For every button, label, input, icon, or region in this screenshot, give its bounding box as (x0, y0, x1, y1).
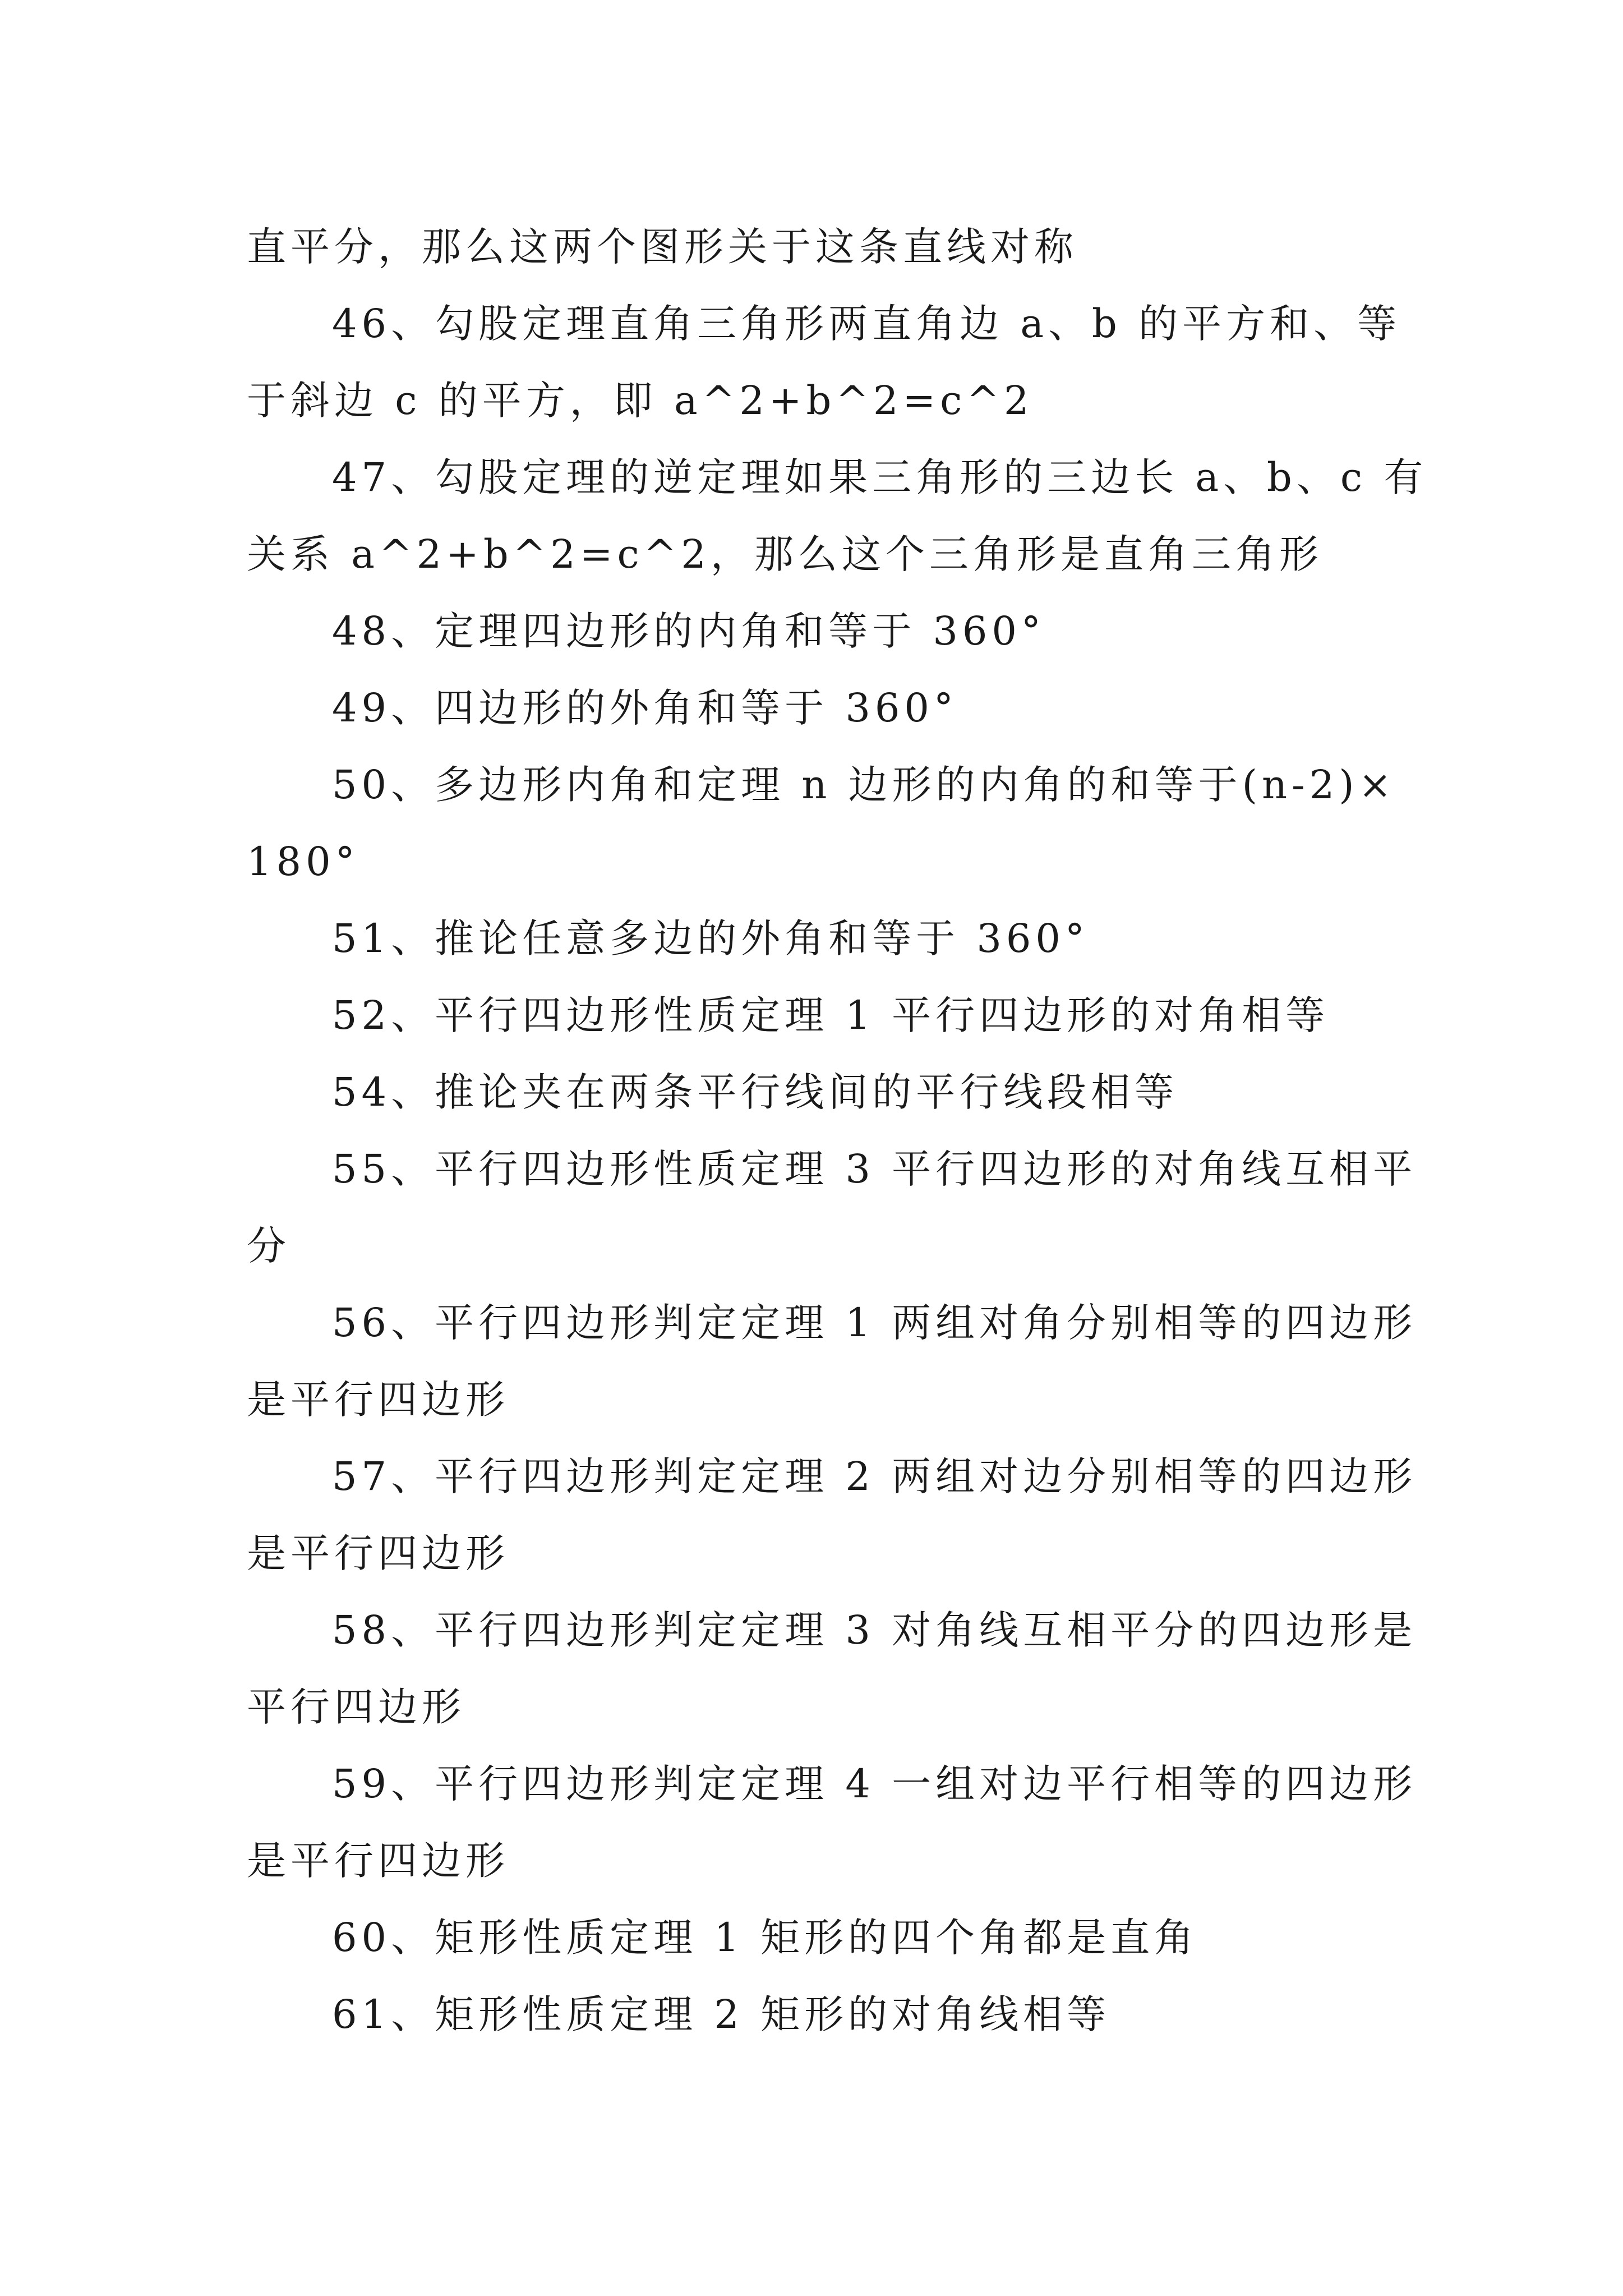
document-body (247, 209, 1428, 2053)
text-line: 52、平行四边形性质定理 1 平行四边形的对角相等 (332, 992, 1330, 1038)
text-line: 60、矩形性质定理 1 矩形的四个角都是直角 (332, 1915, 1198, 1961)
text-line: 是平行四边形 (247, 1377, 509, 1423)
text-line: 直平分，那么这两个图形关于这条直线对称 (247, 224, 1078, 270)
text-line: 是平行四边形 (247, 1838, 509, 1884)
text-line: 61、矩形性质定理 2 矩形的对角线相等 (332, 1991, 1111, 2037)
text-line: 平行四边形 (247, 1684, 465, 1730)
text-line: 48、定理四边形的内角和等于 360° (332, 608, 1045, 654)
text-line: 49、四边形的外角和等于 360° (332, 685, 958, 731)
text-line: 56、平行四边形判定定理 1 两组对角分别相等的四边形 (332, 1300, 1417, 1346)
text-line: 54、推论夹在两条平行线间的平行线段相等 (332, 1069, 1179, 1115)
text-line: 180° (247, 839, 359, 885)
text-line: 55、平行四边形性质定理 3 平行四边形的对角线互相平 (332, 1146, 1417, 1192)
text-line: 50、多边形内角和定理 n 边形的内角的和等于(n-2)× (332, 762, 1396, 808)
text-line: 59、平行四边形判定定理 4 一组对边平行相等的四边形 (332, 1761, 1417, 1807)
text-line: 46、勾股定理直角三角形两直角边 a、b 的平方和、等 (332, 301, 1401, 347)
text-line: 47、勾股定理的逆定理如果三角形的三边长 a、b、c 有 (332, 454, 1428, 500)
text-line: 于斜边 c 的平方，即 a^2+b^2=c^2 (247, 378, 1034, 424)
text-line: 58、平行四边形判定定理 3 对角线互相平分的四边形是 (332, 1607, 1417, 1653)
text-line: 分 (247, 1223, 291, 1269)
text-line: 是平行四边形 (247, 1530, 509, 1576)
text-line: 51、推论任意多边的外角和等于 360° (332, 915, 1089, 961)
text-line: 关系 a^2+b^2=c^2，那么这个三角形是直角三角形 (247, 531, 1323, 577)
text-line: 57、平行四边形判定定理 2 两组对边分别相等的四边形 (332, 1453, 1417, 1499)
